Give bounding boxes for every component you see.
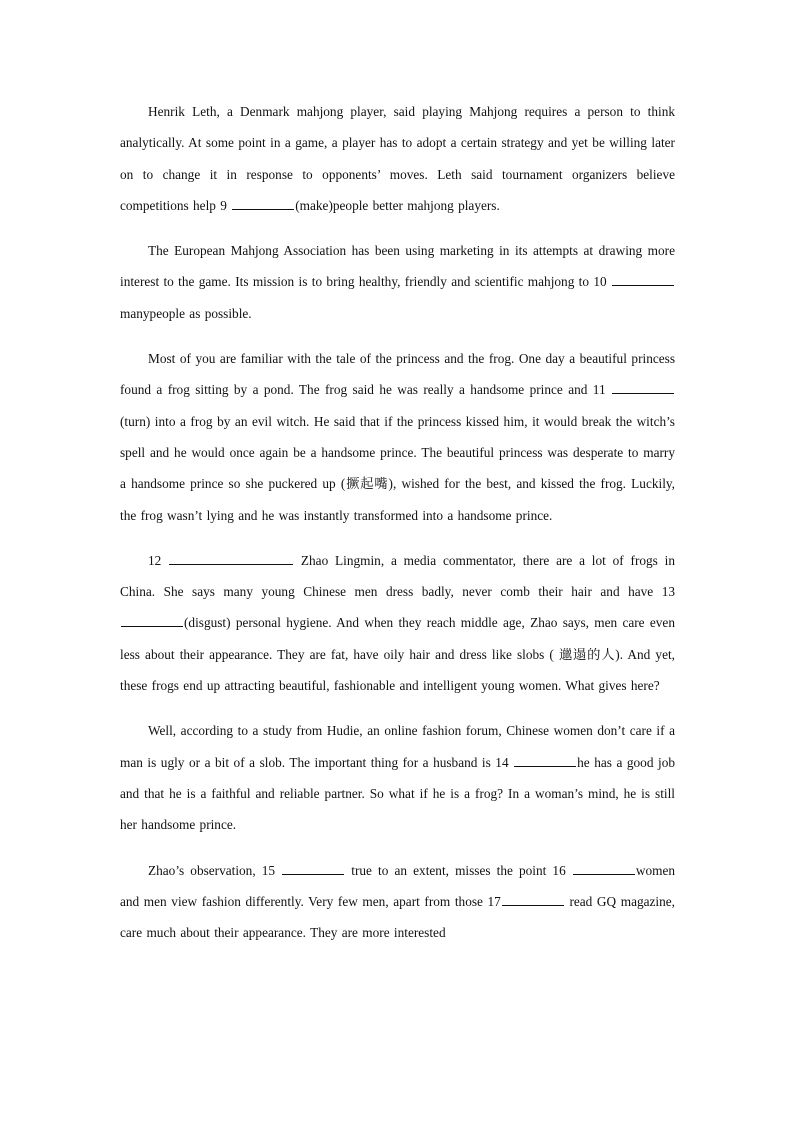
paragraph-text: Zhao’s observation, 15 [148,862,282,878]
paragraph-mahjong-association [120,235,675,329]
answer-blank-13[interactable] [121,611,183,627]
answer-blank-17[interactable] [502,890,564,906]
paragraph-text: true to an extent, misses the point 16 [345,862,572,878]
paragraph-text: women and men view fashion differently. Very few men, apart from those 17 [120,862,675,909]
paragraph-text: The European Mahjong Association has been using marketing in its attempts at drawing more interest to the game. Its mission is to bring healthy, friendly and scientific mahjong to 10 [120,243,675,290]
answer-blank-9[interactable] [232,194,294,210]
answer-blank-10[interactable] [612,270,674,286]
paragraph-text: (turn) into a frog by an evil witch. He said that if the princess kissed him, it would break the witch’s spell and he would once again be a handsome prince. The beautiful princess was desperate to marry a handsome prince so she puckered up (撅起嘴), wished for the best, and kissed the frog. Luckily, the frog wasn’t lying and he was instantly transformed into a handsome prince. [120,413,675,523]
paragraph-text: Zhao Lingmin, a media commentator, there are a lot of frogs in China. She says many young Chinese men dress badly, never comb their hair and have 13 [120,552,675,600]
answer-blank-15[interactable] [282,859,344,875]
paragraph-text: Well, according to a study from Hudie, an online fashion forum, Chinese women don’t care if a man is ugly or a bit of a slob. The important thing for a husband is 14 [120,723,675,770]
answer-blank-14[interactable] [514,751,576,767]
answer-blank-12[interactable] [169,549,293,565]
paragraph-text: read GQ magazine, care much about their appearance. They are more interested [120,893,675,941]
answer-blank-16[interactable] [573,859,635,875]
paragraph-princess-frog [120,343,675,531]
answer-blank-11[interactable] [612,378,674,394]
paragraph-hudie-study [120,715,675,840]
paragraph-text: Henrik Leth, a Denmark mahjong player, said playing Mahjong requires a person to think analytically. At some point in a game, a player has to adopt a certain strategy and yet be willing later on to change it in response to opponents’ moves. Leth said tournament organizers believe competitions help 9 [120,104,675,213]
paragraph-text: he has a good job and that he is a faithful and reliable partner. So what if he is a frog? In a woman’s mind, he is still her handsome prince. [120,754,675,833]
paragraph-zhao-observation [120,855,675,949]
paragraph-text: 12 [148,552,169,568]
document-body [120,96,675,962]
paragraph-text: (disgust) personal hygiene. And when they reach middle age, Zhao says, men care even less about their appearance. They are fat, have oily hair and dress like slobs ( 邋遢的人). And yet, these frogs end up attracting beautiful, fashionable and intelligent young women. What gives here? [120,615,675,694]
paragraph-zhao-lingmin [120,545,675,701]
paragraph-text: manypeople as possible. [120,305,252,321]
paragraph-text: Most of you are familiar with the tale of the princess and the frog. One day a beautiful princess found a frog sitting by a pond. The frog said he was really a handsome prince and 11 [120,351,675,398]
paragraph-text: (make)people better mahjong players. [295,197,500,213]
paragraph-mahjong-analysis [120,96,675,221]
